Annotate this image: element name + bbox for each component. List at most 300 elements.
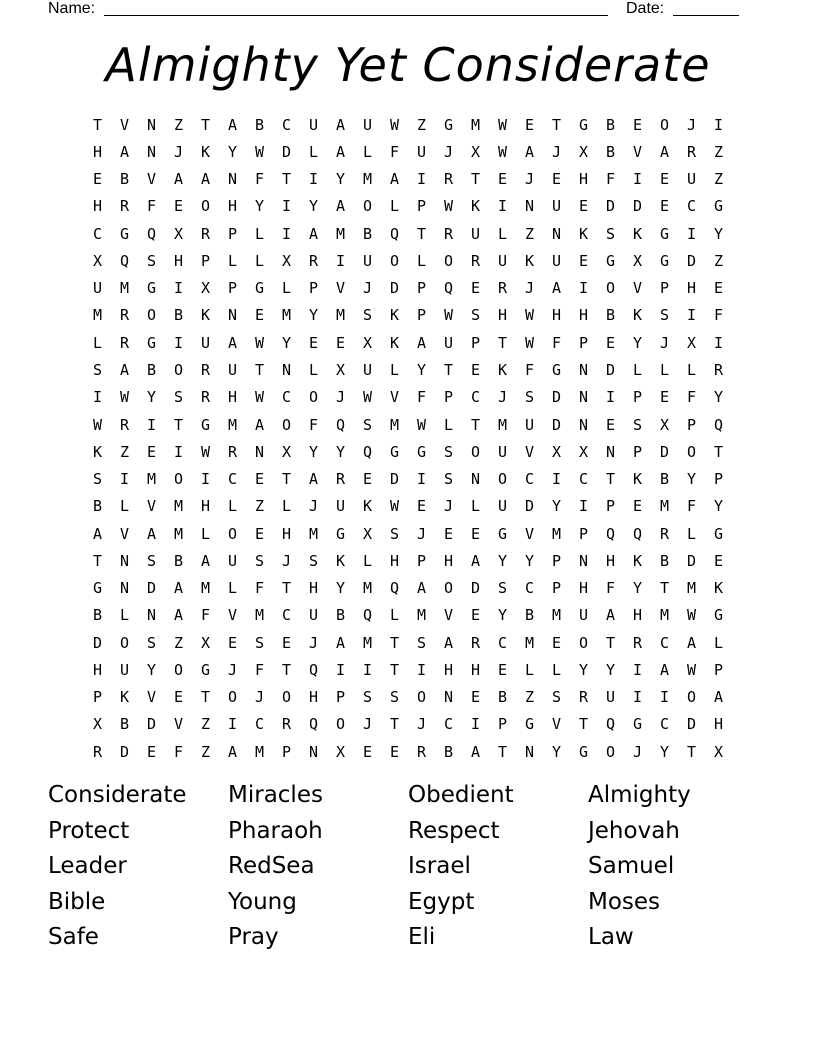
grid-letter: A xyxy=(119,361,130,380)
grid-letter: G xyxy=(146,279,157,298)
grid-letter: L xyxy=(254,251,265,270)
grid-letter: F xyxy=(200,606,211,625)
grid-letter: O xyxy=(443,579,454,598)
grid-letter: I xyxy=(173,333,184,352)
grid-letter: H xyxy=(686,279,697,298)
grid-letter: X xyxy=(551,442,562,461)
grid-letter: X xyxy=(470,142,481,161)
grid-row xyxy=(84,629,732,656)
grid-letter: M xyxy=(254,742,265,761)
grid-letter: G xyxy=(524,715,535,734)
grid-letter: N xyxy=(578,551,589,570)
grid-letter: J xyxy=(362,279,373,298)
grid-letter: V xyxy=(119,115,130,134)
word-list-item: Eli xyxy=(408,924,436,950)
grid-letter: P xyxy=(578,524,589,543)
grid-letter: V xyxy=(524,442,535,461)
name-label: Name: xyxy=(48,0,96,17)
grid-letter: A xyxy=(335,197,346,216)
grid-row xyxy=(84,684,732,711)
grid-letter: N xyxy=(524,197,535,216)
grid-letter: J xyxy=(443,497,454,516)
grid-letter: E xyxy=(416,497,427,516)
grid-letter: M xyxy=(308,524,319,543)
grid-letter: P xyxy=(470,333,481,352)
grid-letter: K xyxy=(389,333,400,352)
grid-letter: R xyxy=(659,524,670,543)
grid-letter: K xyxy=(119,688,130,707)
grid-letter: L xyxy=(254,224,265,243)
grid-letter: Q xyxy=(308,715,319,734)
grid-letter: D xyxy=(686,251,697,270)
grid-letter: N xyxy=(146,115,157,134)
grid-letter: P xyxy=(713,660,724,679)
grid-row xyxy=(84,738,732,765)
grid-letter: S xyxy=(92,361,103,380)
grid-letter: Y xyxy=(497,606,508,625)
grid-letter: I xyxy=(632,688,643,707)
grid-letter: C xyxy=(470,388,481,407)
grid-letter: O xyxy=(443,251,454,270)
grid-letter: Y xyxy=(335,170,346,189)
grid-letter: W xyxy=(686,660,697,679)
grid-letter: A xyxy=(227,742,238,761)
grid-letter: A xyxy=(119,142,130,161)
grid-letter: G xyxy=(497,524,508,543)
grid-letter: I xyxy=(686,224,697,243)
grid-row xyxy=(84,275,732,302)
grid-letter: M xyxy=(524,633,535,652)
grid-letter: T xyxy=(497,333,508,352)
grid-letter: T xyxy=(92,115,103,134)
grid-letter: C xyxy=(281,388,292,407)
grid-letter: B xyxy=(173,551,184,570)
grid-letter: B xyxy=(605,115,616,134)
grid-letter: V xyxy=(227,606,238,625)
grid-letter: C xyxy=(659,715,670,734)
grid-letter: X xyxy=(686,333,697,352)
grid-letter: K xyxy=(200,306,211,325)
grid-letter: G xyxy=(119,224,130,243)
grid-letter: D xyxy=(389,279,400,298)
grid-letter: O xyxy=(578,633,589,652)
grid-letter: M xyxy=(362,170,373,189)
grid-letter: E xyxy=(605,415,616,434)
grid-letter: N xyxy=(605,442,616,461)
grid-letter: O xyxy=(173,470,184,489)
grid-letter: S xyxy=(254,633,265,652)
grid-letter: H xyxy=(200,497,211,516)
grid-letter: L xyxy=(686,361,697,380)
grid-letter: I xyxy=(632,660,643,679)
grid-letter: X xyxy=(632,251,643,270)
grid-letter: O xyxy=(173,660,184,679)
grid-letter: R xyxy=(119,333,130,352)
word-list-item: Egypt xyxy=(408,888,475,915)
grid-letter: I xyxy=(416,170,427,189)
grid-letter: K xyxy=(200,142,211,161)
grid-letter: W xyxy=(416,415,427,434)
header-fields xyxy=(48,0,748,20)
grid-letter: U xyxy=(686,170,697,189)
grid-letter: G xyxy=(632,715,643,734)
grid-letter: G xyxy=(200,660,211,679)
grid-letter: U xyxy=(497,497,508,516)
grid-letter: X xyxy=(578,142,589,161)
grid-letter: K xyxy=(632,224,643,243)
grid-letter: D xyxy=(632,197,643,216)
grid-letter: H xyxy=(497,306,508,325)
grid-letter: U xyxy=(335,497,346,516)
grid-letter: N xyxy=(254,442,265,461)
grid-letter: E xyxy=(551,170,562,189)
grid-letter: O xyxy=(227,524,238,543)
grid-letter: S xyxy=(389,524,400,543)
grid-letter: P xyxy=(443,388,454,407)
grid-letter: W xyxy=(254,142,265,161)
grid-letter: E xyxy=(146,442,157,461)
grid-letter: S xyxy=(551,688,562,707)
grid-letter: M xyxy=(227,415,238,434)
grid-letter: S xyxy=(146,633,157,652)
grid-letter: F xyxy=(254,579,265,598)
grid-letter: I xyxy=(335,251,346,270)
grid-letter: C xyxy=(227,470,238,489)
name-blank-line xyxy=(104,15,608,16)
grid-letter: J xyxy=(308,497,319,516)
grid-letter: P xyxy=(416,306,427,325)
grid-letter: P xyxy=(632,388,643,407)
grid-letter: E xyxy=(173,197,184,216)
grid-letter: N xyxy=(578,415,589,434)
grid-letter: M xyxy=(173,524,184,543)
grid-letter: P xyxy=(416,551,427,570)
grid-letter: T xyxy=(686,742,697,761)
word-list-item: Bible xyxy=(48,888,106,915)
grid-letter: F xyxy=(173,742,184,761)
grid-letter: L xyxy=(227,497,238,516)
word-list xyxy=(48,778,768,956)
grid-letter: S xyxy=(362,688,373,707)
grid-letter: L xyxy=(389,197,400,216)
grid-letter: Q xyxy=(605,524,616,543)
grid-letter: I xyxy=(713,115,724,134)
grid-letter: O xyxy=(146,306,157,325)
grid-letter: A xyxy=(200,170,211,189)
grid-letter: D xyxy=(470,579,481,598)
grid-letter: S xyxy=(92,470,103,489)
grid-letter: Y xyxy=(335,442,346,461)
grid-letter: A xyxy=(308,470,319,489)
grid-letter: W xyxy=(497,115,508,134)
grid-letter: R xyxy=(443,224,454,243)
grid-letter: O xyxy=(308,388,319,407)
grid-letter: Y xyxy=(497,551,508,570)
grid-letter: E xyxy=(578,251,589,270)
grid-letter: L xyxy=(308,361,319,380)
grid-letter: I xyxy=(92,388,103,407)
grid-letter: T xyxy=(281,170,292,189)
grid-letter: M xyxy=(659,497,670,516)
grid-letter: U xyxy=(227,551,238,570)
grid-letter: U xyxy=(308,606,319,625)
grid-letter: D xyxy=(551,388,562,407)
grid-letter: Z xyxy=(254,497,265,516)
grid-letter: T xyxy=(173,415,184,434)
grid-letter: T xyxy=(200,115,211,134)
grid-letter: Z xyxy=(713,170,724,189)
grid-letter: X xyxy=(200,279,211,298)
word-list-item: Jehovah xyxy=(588,817,680,844)
grid-letter: Y xyxy=(551,497,562,516)
grid-letter: J xyxy=(524,170,535,189)
grid-letter: R xyxy=(470,251,481,270)
grid-letter: L xyxy=(119,606,130,625)
grid-letter: Y xyxy=(551,742,562,761)
grid-letter: I xyxy=(146,415,157,434)
grid-letter: J xyxy=(443,142,454,161)
grid-letter: W xyxy=(92,415,103,434)
word-list-item: Safe xyxy=(48,924,99,950)
grid-letter: W xyxy=(200,442,211,461)
grid-row xyxy=(84,493,732,520)
grid-letter: S xyxy=(443,442,454,461)
grid-letter: N xyxy=(551,224,562,243)
grid-letter: F xyxy=(308,415,319,434)
grid-letter: E xyxy=(362,470,373,489)
grid-letter: L xyxy=(470,497,481,516)
grid-letter: H xyxy=(632,606,643,625)
grid-letter: G xyxy=(200,415,211,434)
grid-letter: U xyxy=(362,251,373,270)
grid-letter: J xyxy=(335,388,346,407)
grid-letter: S xyxy=(173,388,184,407)
grid-letter: O xyxy=(200,197,211,216)
grid-letter: H xyxy=(92,197,103,216)
grid-letter: P xyxy=(632,442,643,461)
grid-letter: X xyxy=(281,442,292,461)
grid-letter: L xyxy=(362,551,373,570)
grid-letter: R xyxy=(497,279,508,298)
grid-letter: S xyxy=(632,415,643,434)
grid-letter: M xyxy=(200,579,211,598)
grid-letter: D xyxy=(605,197,616,216)
grid-letter: O xyxy=(335,715,346,734)
grid-letter: A xyxy=(551,279,562,298)
grid-letter: S xyxy=(443,470,454,489)
grid-letter: O xyxy=(389,251,400,270)
grid-letter: F xyxy=(686,388,697,407)
grid-letter: N xyxy=(227,170,238,189)
grid-letter: M xyxy=(416,606,427,625)
grid-letter: O xyxy=(173,361,184,380)
grid-letter: E xyxy=(470,606,481,625)
grid-letter: M xyxy=(389,415,400,434)
grid-letter: H xyxy=(443,551,454,570)
grid-letter: A xyxy=(227,333,238,352)
grid-letter: R xyxy=(200,388,211,407)
grid-letter: I xyxy=(497,197,508,216)
grid-letter: O xyxy=(686,442,697,461)
grid-letter: L xyxy=(227,251,238,270)
grid-letter: W xyxy=(254,388,265,407)
grid-letter: N xyxy=(119,579,130,598)
grid-letter: H xyxy=(578,579,589,598)
grid-letter: S xyxy=(605,224,616,243)
grid-letter: T xyxy=(92,551,103,570)
grid-letter: A xyxy=(605,606,616,625)
grid-letter: E xyxy=(281,633,292,652)
grid-letter: Y xyxy=(686,470,697,489)
grid-letter: L xyxy=(389,606,400,625)
grid-letter: M xyxy=(335,224,346,243)
grid-letter: P xyxy=(416,197,427,216)
grid-letter: O xyxy=(362,197,373,216)
grid-letter: B xyxy=(92,497,103,516)
grid-letter: C xyxy=(254,715,265,734)
grid-letter: U xyxy=(362,361,373,380)
grid-letter: K xyxy=(524,251,535,270)
grid-letter: A xyxy=(335,633,346,652)
grid-letter: M xyxy=(362,579,373,598)
grid-letter: O xyxy=(605,742,616,761)
grid-letter: N xyxy=(281,361,292,380)
grid-letter: G xyxy=(335,524,346,543)
grid-letter: O xyxy=(686,688,697,707)
grid-letter: R xyxy=(713,361,724,380)
grid-letter: L xyxy=(659,361,670,380)
grid-letter: B xyxy=(362,224,373,243)
grid-letter: Z xyxy=(173,633,184,652)
grid-letter: D xyxy=(686,715,697,734)
grid-letter: F xyxy=(146,197,157,216)
grid-letter: K xyxy=(470,197,481,216)
grid-letter: M xyxy=(173,497,184,516)
grid-letter: Y xyxy=(524,551,535,570)
grid-letter: L xyxy=(713,633,724,652)
grid-letter: S xyxy=(146,251,157,270)
grid-letter: E xyxy=(497,660,508,679)
grid-letter: F xyxy=(551,333,562,352)
grid-letter: J xyxy=(686,115,697,134)
grid-letter: O xyxy=(227,688,238,707)
grid-letter: O xyxy=(281,415,292,434)
grid-letter: T xyxy=(551,115,562,134)
grid-letter: Q xyxy=(119,251,130,270)
grid-row xyxy=(84,711,732,738)
grid-letter: C xyxy=(281,115,292,134)
grid-letter: E xyxy=(470,361,481,380)
grid-letter: I xyxy=(416,470,427,489)
grid-letter: Z xyxy=(416,115,427,134)
grid-letter: A xyxy=(200,551,211,570)
grid-letter: R xyxy=(200,224,211,243)
word-list-item: Leader xyxy=(48,853,127,879)
grid-letter: R xyxy=(119,415,130,434)
grid-letter: F xyxy=(524,361,535,380)
grid-letter: O xyxy=(497,470,508,489)
grid-letter: J xyxy=(416,715,427,734)
grid-letter: U xyxy=(497,251,508,270)
grid-letter: I xyxy=(173,279,184,298)
grid-letter: I xyxy=(578,279,589,298)
grid-letter: Y xyxy=(146,388,157,407)
grid-letter: C xyxy=(659,633,670,652)
word-list-item: Protect xyxy=(48,817,130,844)
grid-letter: D xyxy=(551,415,562,434)
grid-letter: R xyxy=(686,142,697,161)
grid-letter: D xyxy=(92,633,103,652)
grid-letter: F xyxy=(686,497,697,516)
grid-letter: K xyxy=(389,306,400,325)
grid-letter: G xyxy=(659,251,670,270)
grid-letter: P xyxy=(227,224,238,243)
grid-letter: G xyxy=(659,224,670,243)
grid-letter: Y xyxy=(308,442,319,461)
grid-letter: V xyxy=(524,524,535,543)
grid-letter: L xyxy=(281,279,292,298)
grid-letter: P xyxy=(281,742,292,761)
grid-letter: S xyxy=(389,688,400,707)
grid-letter: Z xyxy=(524,688,535,707)
grid-letter: W xyxy=(497,142,508,161)
grid-letter: A xyxy=(146,524,157,543)
grid-letter: U xyxy=(416,142,427,161)
grid-row xyxy=(84,411,732,438)
grid-letter: H xyxy=(443,660,454,679)
grid-letter: G xyxy=(713,606,724,625)
grid-letter: P xyxy=(659,279,670,298)
grid-letter: M xyxy=(335,306,346,325)
grid-letter: K xyxy=(632,551,643,570)
grid-letter: W xyxy=(119,388,130,407)
grid-letter: I xyxy=(173,442,184,461)
grid-letter: A xyxy=(470,551,481,570)
grid-letter: J xyxy=(308,633,319,652)
grid-letter: X xyxy=(281,251,292,270)
grid-row xyxy=(84,656,732,683)
grid-letter: G xyxy=(443,115,454,134)
grid-letter: T xyxy=(389,715,400,734)
grid-letter: H xyxy=(470,660,481,679)
grid-letter: O xyxy=(659,115,670,134)
grid-letter: A xyxy=(227,115,238,134)
grid-letter: I xyxy=(605,388,616,407)
grid-letter: K xyxy=(713,579,724,598)
grid-letter: S xyxy=(470,306,481,325)
grid-letter: E xyxy=(524,115,535,134)
grid-letter: L xyxy=(92,333,103,352)
grid-letter: K xyxy=(632,470,643,489)
word-list-item: Law xyxy=(588,924,634,950)
grid-letter: T xyxy=(443,361,454,380)
grid-letter: V xyxy=(173,715,184,734)
grid-letter: M xyxy=(254,606,265,625)
grid-letter: M xyxy=(551,606,562,625)
grid-row xyxy=(84,520,732,547)
grid-letter: X xyxy=(659,415,670,434)
grid-row xyxy=(84,111,732,138)
grid-letter: G xyxy=(416,442,427,461)
grid-letter: W xyxy=(524,333,535,352)
grid-letter: Y xyxy=(146,660,157,679)
grid-letter: J xyxy=(254,688,265,707)
grid-letter: K xyxy=(632,306,643,325)
grid-letter: J xyxy=(416,524,427,543)
grid-letter: T xyxy=(470,415,481,434)
grid-letter: N xyxy=(119,551,130,570)
grid-letter: Q xyxy=(308,660,319,679)
